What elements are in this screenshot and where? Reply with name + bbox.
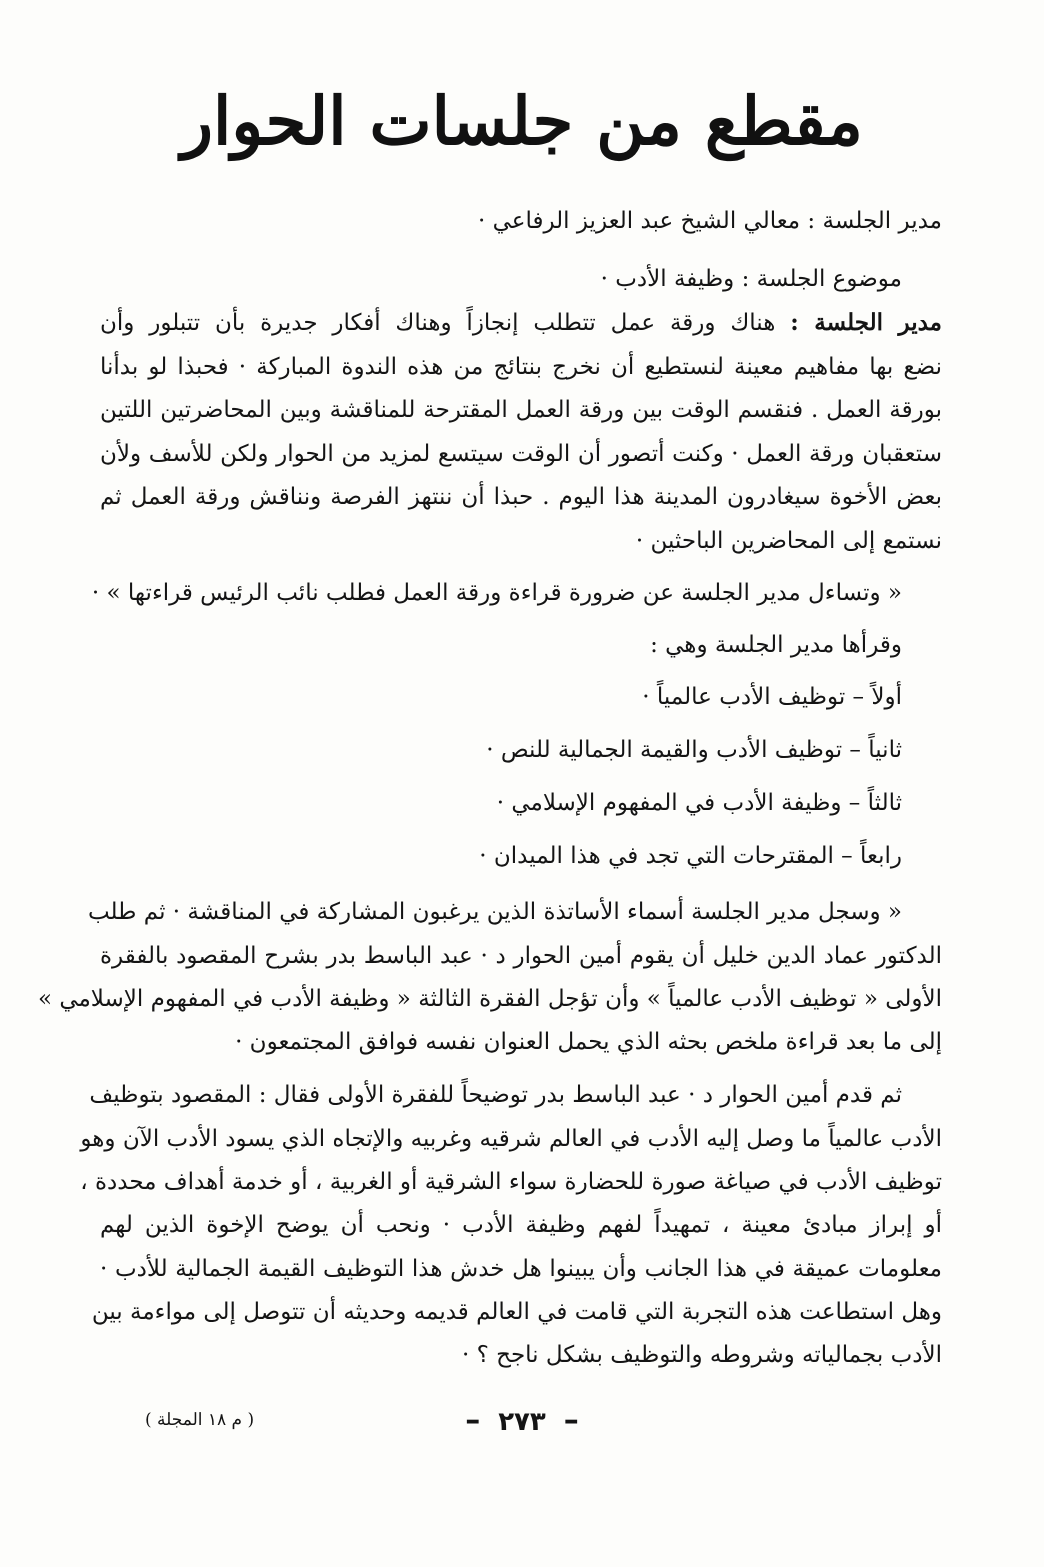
quoted-note-line: « وسجل مدير الجلسة أسماء الأساتذة الذين يرغبون المشاركة في المناقشة · ثم طلب (87, 899, 902, 925)
paragraph-line: إلى ما بعد قراءة ملخص بحثه الذي يحمل العنوان نفسه فوافق المجتمعون · (235, 1029, 942, 1055)
paragraph-line: معلومات عميقة في هذا الجانب وأن يبينوا هل خدش هذا التوظيف القيمة الجمالية للأدب · (100, 1256, 942, 1282)
paragraph-line: الأدب بجمالياته وشروطه والتوظيف بشكل ناجح ؟ · (461, 1342, 942, 1368)
paragraph-line: نضع بها مفاهيم معينة لنستطيع أن نخرج بنتائج من هذه الندوة المباركة · فحبذا لو بدأنا (100, 354, 942, 380)
page-number-dash: – (563, 1403, 579, 1438)
paragraph-line: ثم قدم أمين الحوار د · عبد الباسط بدر توضيحاً للفقرة الأولى فقال : المقصود بتوظيف (89, 1082, 902, 1108)
list-item-2: ثانياً – توظيف الأدب والقيمة الجمالية للنص · (486, 737, 902, 763)
paragraph-line: أو إبراز مبادئ معينة ، تمهيداً لفهم وظيفة الأدب · ونحب أن يوضح الإخوة الذين لهم (100, 1212, 942, 1238)
page-number-value: ٢٧٣ (498, 1407, 546, 1437)
reading-intro-line: وقرأها مدير الجلسة وهي : (650, 632, 902, 658)
paragraph-line: ستعقبان ورقة العمل · وكنت أتصور أن الوقت سيتسع لمزيد من الحوار ولكن للأسف ولأن (100, 441, 942, 467)
list-item-3: ثالثاً – وظيفة الأدب في المفهوم الإسلامي · (496, 790, 902, 816)
paragraph-line: الأولى « توظيف الأدب عالمياً » وأن تؤجل الفقرة الثالثة « وظيفة الأدب في المفهوم الإسلامي » (37, 986, 942, 1012)
session-chair-line: مدير الجلسة : معالي الشيخ عبد العزيز الرفاعي · (477, 208, 942, 234)
list-item-4: رابعاً – المقترحات التي تجد في هذا الميدان · (479, 843, 902, 869)
paragraph-line: الدكتور عماد الدين خليل أن يقوم أمين الحوار د · عبد الباسط بدر بشرح المقصود بالفقرة (100, 943, 942, 969)
session-topic-line: موضوع الجلسة : وظيفة الأدب · (600, 266, 902, 292)
page-title: مقطع من جلسات الحوار (181, 82, 863, 160)
paragraph-line: نستمع إلى المحاضرين الباحثين · (635, 528, 942, 554)
paragraph-line: بعض الأخوة سيغادرون المدينة هذا اليوم . حبذا أن ننتهز الفرصة ونناقش ورقة العمل ثم (100, 484, 942, 510)
list-item-1: أولاً – توظيف الأدب عالمياً · (642, 684, 902, 710)
signature-reference: ( م ١٨ المجلة ) (145, 1410, 255, 1430)
paragraph-line: توظيف الأدب في صياغة صورة للحضارة سواء الشرقية أو الغربية ، أو خدمة أهداف محددة ، (80, 1169, 942, 1195)
chair-intro-line (100, 305, 942, 341)
quoted-note-line: « وتساءل مدير الجلسة عن ضرورة قراءة ورقة العمل فطلب نائب الرئيس قراءتها » · (91, 580, 902, 606)
speaker-label: مدير الجلسة : (790, 309, 943, 336)
page-number-dash: – (465, 1403, 481, 1438)
paragraph-line: الأدب عالمياً ما وصل إليه الأدب في العالم شرقيه وغربيه والإتجاه الذي يسود الأدب الآن وهو (80, 1126, 942, 1152)
paragraph-line: بورقة العمل . فنقسم الوقت بين ورقة العمل المقترحة للمناقشة وبين المحاضرتين اللتين (100, 397, 942, 423)
paragraph-text: هناك ورقة عمل تتطلب إنجازاً وهناك أفكار جديرة بأن تتبلور وأن (100, 310, 776, 336)
paragraph-line: وهل استطاعت هذه التجربة التي قامت في العالم قديمه وحديثه أن تتوصل إلى مواءمة بين (91, 1299, 942, 1325)
